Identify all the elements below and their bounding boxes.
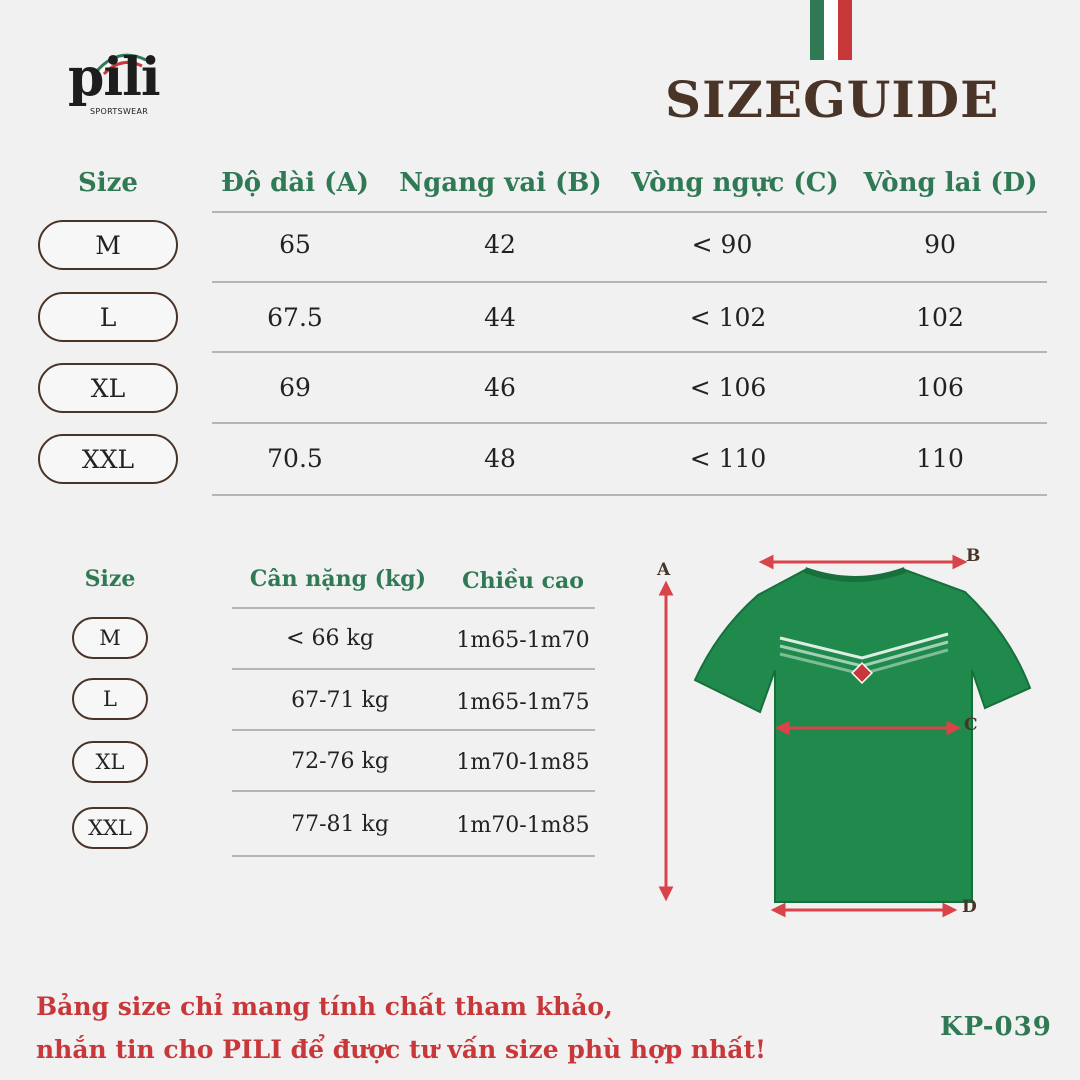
diagram-label-d: D	[962, 897, 977, 917]
weight-value: 72-76 kg	[291, 749, 389, 774]
height-value: 1m70-1m85	[456, 750, 590, 775]
size-badge-m: M	[72, 617, 148, 659]
chest-value: < 110	[689, 444, 767, 473]
weight-divider	[232, 607, 595, 609]
weight-value: < 66 kg	[286, 626, 374, 651]
flag-stripe-white	[824, 0, 838, 60]
weight-header-weight: Cân nặng (kg)	[249, 566, 427, 592]
chest-value: < 102	[689, 303, 767, 332]
height-value: 1m65-1m75	[456, 690, 590, 715]
weight-divider	[232, 729, 595, 731]
measure-header-length: Độ dài (A)	[221, 168, 369, 198]
diagram-label-c: C	[964, 715, 978, 735]
brand-logo: pili	[68, 47, 160, 108]
measure-divider	[212, 281, 1047, 283]
chest-value: < 90	[691, 230, 753, 259]
brand-tagline: SPORTSWEAR	[90, 107, 149, 116]
size-badge-xxl: XXL	[72, 807, 148, 849]
hem-value: 110	[916, 444, 964, 473]
hem-value: 102	[916, 303, 964, 332]
hem-value: 106	[916, 373, 964, 402]
shoulder-value: 48	[484, 444, 516, 473]
weight-header-size: Size	[84, 566, 136, 592]
length-value: 65	[279, 230, 311, 259]
size-badge-xxl: XXL	[38, 434, 178, 484]
length-value: 70.5	[267, 444, 323, 473]
flag-stripe-green	[810, 0, 824, 60]
size-badge-l: L	[38, 292, 178, 342]
measure-divider	[212, 351, 1047, 353]
measure-header-shoulder: Ngang vai (B)	[399, 168, 602, 198]
weight-divider	[232, 668, 595, 670]
diagram-label-a: A	[657, 560, 671, 580]
size-badge-m: M	[38, 220, 178, 270]
hem-value: 90	[924, 230, 956, 259]
diagram-label-b: B	[966, 546, 981, 566]
measure-header-size: Size	[78, 168, 138, 198]
weight-divider	[232, 855, 595, 857]
size-badge-l: L	[72, 678, 148, 720]
measure-divider	[212, 494, 1047, 496]
measure-divider	[212, 211, 1047, 213]
weight-divider	[232, 790, 595, 792]
footer-note-line1: Bảng size chỉ mang tính chất tham khảo,	[36, 992, 613, 1021]
size-badge-xl: XL	[72, 741, 148, 783]
length-value: 67.5	[267, 303, 323, 332]
measure-header-chest: Vòng ngực (C)	[631, 168, 839, 198]
shoulder-value: 46	[484, 373, 516, 402]
flag-stripe-red	[838, 0, 852, 60]
weight-value: 77-81 kg	[291, 812, 389, 837]
tshirt-shape	[695, 570, 1030, 902]
height-value: 1m70-1m85	[456, 813, 590, 838]
tshirt-diagram	[640, 540, 1050, 930]
shoulder-value: 42	[484, 230, 516, 259]
footer-note-line2: nhắn tin cho PILI để được tư vấn size phù hợp nhất!	[36, 1035, 767, 1064]
product-code: KP-039	[940, 1012, 1052, 1042]
chest-value: < 106	[689, 373, 767, 402]
weight-header-height: Chiều cao	[462, 568, 584, 594]
weight-value: 67-71 kg	[291, 688, 389, 713]
page-title: SIZEGUIDE	[665, 70, 1000, 129]
shoulder-value: 44	[484, 303, 516, 332]
measure-header-hem: Vòng lai (D)	[863, 168, 1038, 198]
size-badge-xl: XL	[38, 363, 178, 413]
height-value: 1m65-1m70	[456, 628, 590, 653]
measure-divider	[212, 422, 1047, 424]
length-value: 69	[279, 373, 311, 402]
